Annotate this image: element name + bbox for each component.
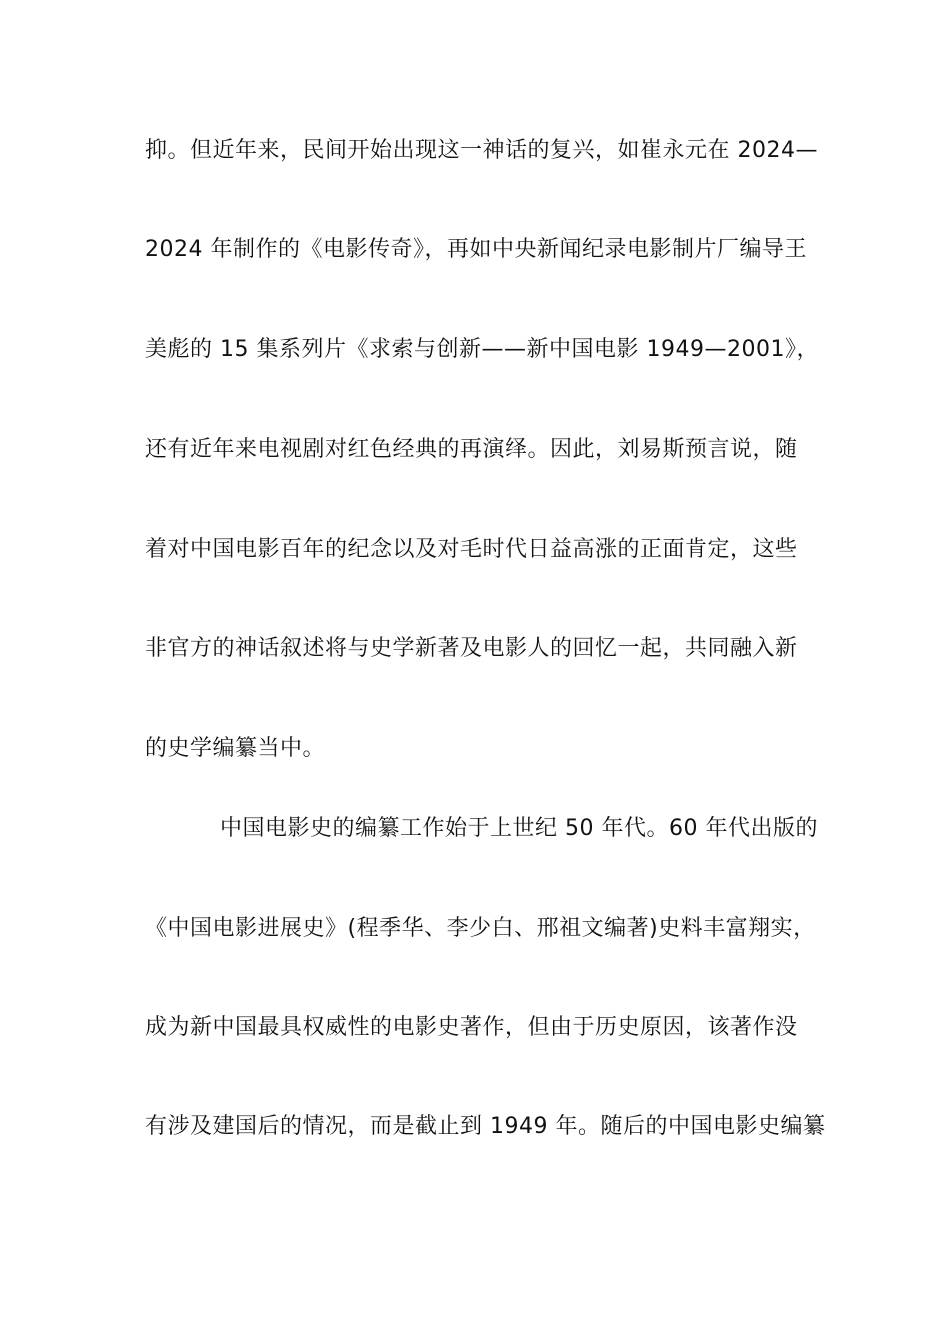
- paragraph-2-line-3: 成为新中国最具权威性的电影史著作，但由于历史原因，该著作没: [145, 1015, 798, 1040]
- paragraph-2-line-2: 《中国电影进展史》(程季华、李少白、邢祖文编著)史料丰富翔实，: [145, 916, 816, 941]
- paragraph-1-line-1: 抑。但近年来，民间开始出现这一神话的复兴，如崔永元在 2024—: [145, 138, 818, 163]
- paragraph-1-line-5: 着对中国电影百年的纪念以及对毛时代日益高涨的正面肯定，这些: [145, 537, 798, 562]
- paragraph-1-line-7: 的史学编纂当中。: [145, 736, 326, 761]
- paragraph-1-line-6: 非官方的神话叙述将与史学新著及电影人的回忆一起，共同融入新: [145, 636, 798, 661]
- paragraph-1-line-4: 还有近年来电视剧对红色经典的再演绎。因此，刘易斯预言说，随: [145, 437, 798, 462]
- paragraph-1-line-3: 美彪的 15 集系列片《求索与创新——新中国电影 1949—2001》，: [145, 337, 819, 362]
- paragraph-2-line-4: 有涉及建国后的情况，而是截止到 1949 年。随后的中国电影史编纂: [145, 1114, 826, 1139]
- paragraph-2-line-1: 中国电影史的编纂工作始于上世纪 50 年代。60 年代出版的: [220, 816, 818, 841]
- paragraph-1-line-2: 2024 年制作的《电影传奇》，再如中央新闻纪录电影制片厂编导王: [145, 237, 807, 262]
